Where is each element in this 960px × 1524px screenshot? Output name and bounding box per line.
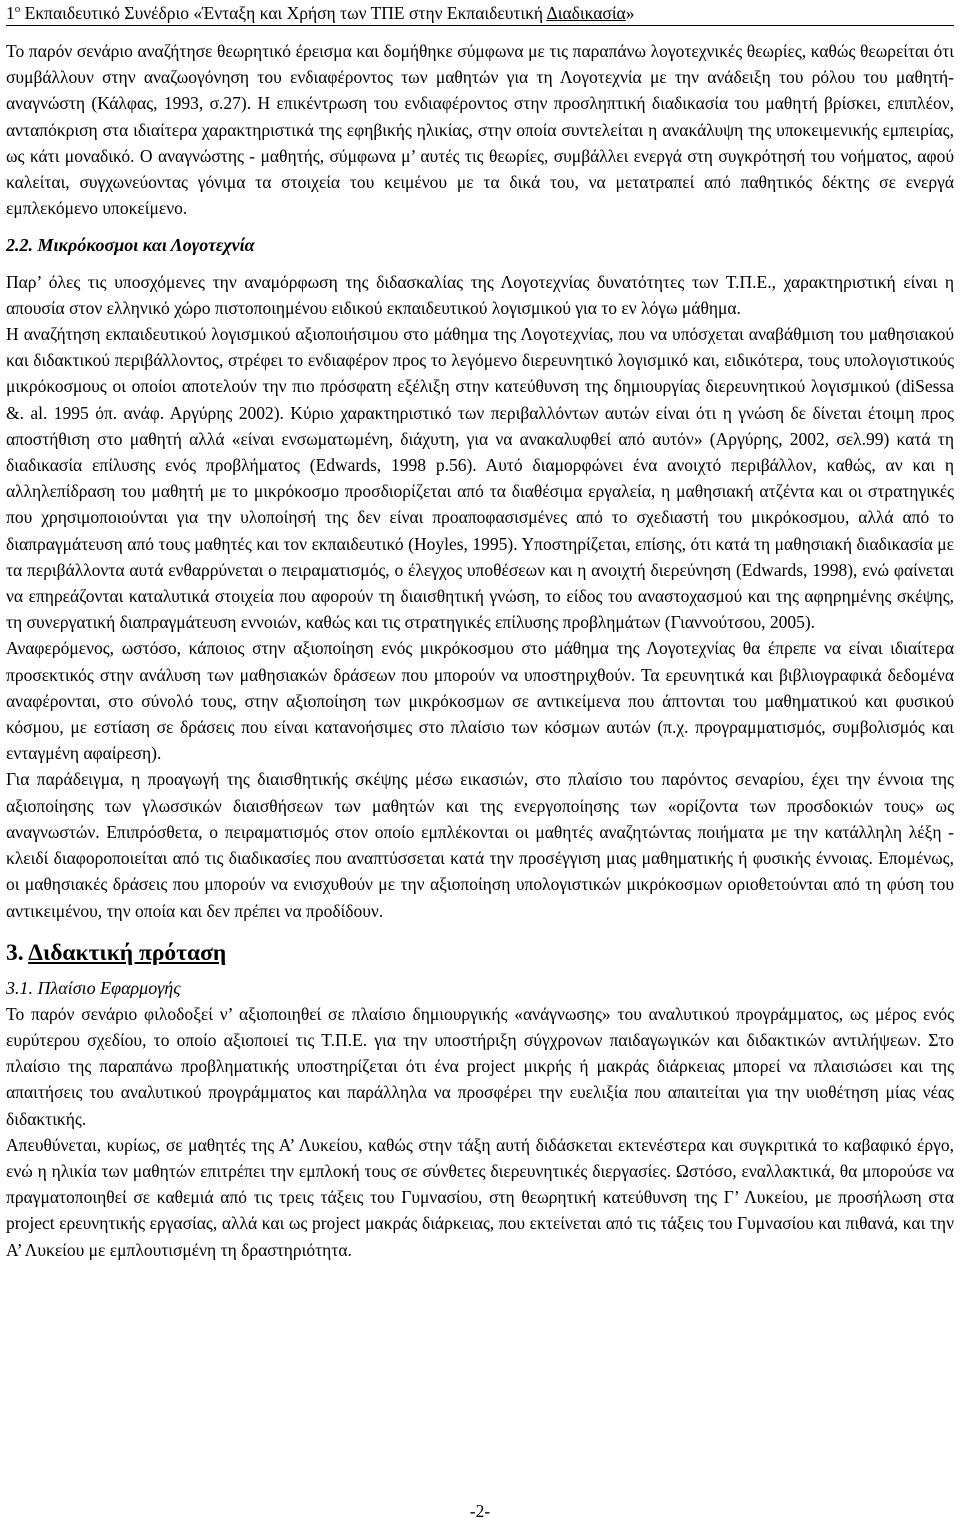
section-3-title: Διδακτική πρόταση	[28, 939, 227, 966]
section-heading-2-2: 2.2. Μικρόκοσμοι και Λογοτεχνία	[6, 235, 255, 256]
subsection-heading-3-1: 3.1. Πλαίσιο Εφαρμογής	[6, 977, 181, 998]
header-edition-superscript: ο	[14, 3, 21, 15]
header-conference-title-end: »	[625, 3, 635, 23]
header-edition-number: 1	[6, 3, 15, 23]
paragraph-target-audience: Απευθύνεται, κυρίως, σε μαθητές της Α’ Λυκείου, καθώς στην τάξη αυτή διδάσκεται εκτενέστερα και συγκριτικά το καβαφικό έργο, ενώ η ηλικία των μαθητών επιτρέπει την εμπλοκή τους σε σύνθετες διερευνητικές διεργασίες. Ωστόσο, εναλλακτικά, θα μπορούσε να πραγματοποιηθεί σε καθεμιά από τις τρεις τάξεις του Γυμνασίου, στη θεωρητική κατεύθυνση της Γ’ Λυκείου, με προσήλωση στα project ερευνητικής εργασίας, αλλά και ως project μακράς διάρκειας, που εκτείνεται από τις τάξεις του Γυμνασίου και πιθανά, και την Α’ Λυκείου με εμπλουτισμένη τη δραστηριότητα.	[6, 1134, 954, 1260]
paragraph-absence-of-software: Παρ’ όλες τις υποσχόμενες την αναμόρφωση της διδασκαλίας της Λογοτεχνίας δυνατότητες των Τ.Π.Ε., χαρακτηριστική είναι η απουσία στον ελληνικό χώρο πιστοποιημένου ειδικού εκπαιδευτικού λογισμικού για το εν λόγω μάθημα.	[6, 271, 954, 318]
header-conference-title: Εκπαιδευτικό Συνέδριο «Ένταξη και Χρήση των ΤΠΕ στην Εκπαιδευτική	[24, 3, 547, 23]
paragraph-careful-analysis: Αναφερόμενος, ωστόσο, κάποιος στην αξιοποίηση ενός μικρόκοσμου στο μάθημα της Λογοτεχνίας θα έπρεπε να είναι ιδιαίτερα προσεκτικός στην ανάλυση των μαθησιακών δράσεων που μπορούν να υποστηριχθούν. Τα ερευνητικά και βιβλιογραφικά δεδομένα αναφέρονται, στο σύνολό τους, στην αξιοποίηση των μικρόκοσμων σε αντικείμενα που άπτονται του μαθηματικού και φυσικού κόσμου, με εστίαση σε δράσεις που είναι κατανοήσιμες στο πλαίσιο των κόσμων αυτών (π.χ. προγραμματισμός, συμβολισμός και ενταγμένη αφαίρεση).	[6, 638, 954, 764]
paragraph-application-context: Το παρόν σενάριο φιλοδοξεί ν’ αξιοποιηθεί σε πλαίσιο δημιουργικής «ανάγνωσης» του αναλυτικού προγράμματος, ως μέρος ενός ευρύτερου σχεδίου, το οποίο αξιοποιεί τις Τ.Π.Ε. για την υποστήριξη σύγχρονων παιδαγωγικών και διδακτικών αντιλήψεων. Στο πλαίσιο της παραπάνω προβληματικής υποστηρίζεται ότι ένα project μικρής ή μακράς διάρκειας μπορεί να πλαισιώσει και της απαιτήσεις του αναλυτικού προγράμματος και παράλληλα να προσφέρει την ευελιξία που απαιτείται για την υιοθέτηση μίας νέας διδακτικής.	[6, 1003, 954, 1129]
section-heading-3	[6, 938, 954, 968]
header-conference-title-underlined: Διαδικασία	[546, 3, 626, 23]
section-3-number: 3.	[6, 939, 29, 966]
paragraph-example: Για παράδειγμα, η προαγωγή της διαισθητικής σκέψης μέσω εικασιών, στο πλαίσιο του παρόντος σεναρίου, έχει την έννοια της αξιοποίησης των γλωσσικών διαισθήσεων των μαθητών και της ενεργοποίησης των «ορίζοντα των προσδοκιών τους» ως αναγνωστών. Επιπρόσθετα, ο πειραματισμός στον οποίο εμπλέκονται οι μαθητές αναζητώντας ποιήματα με την κατάλληλη λέξη - κλειδί διαφοροποιείται από τις διαδικασίες που αναπτύσσεται κατά την προσέγγιση μιας μαθηματικής ή φυσικής έννοιας. Επομένως, οι μαθησιακές δράσεις που μπορούν να ενισχυθούν με την αξιοποίηση υπολογιστικών μικρόκοσμων οριοθετούνται από τη φύση του αντικειμένου, την οποία και δεν πρέπει να προδίδουν.	[6, 769, 954, 921]
paragraph-microworlds-search: Η αναζήτηση εκπαιδευτικού λογισμικού αξιοποιήσιμου στο μάθημα της Λογοτεχνίας, που να υπόσχεται αναβάθμιση του μαθησιακού και διδακτικού περιβάλλοντος, στρέφει το ενδιαφέρον προς το λεγόμενο διερευνητικό λογισμικό και, ειδικότερα, τους υπολογιστικούς μικρόκοσμους οι οποίοι αποτελούν την πιο πρόσφατη εξέλιξη στην κατεύθυνση της δημιουργίας διερευνητικού λογισμικού (diSessa &. al. 1995 όπ. ανάφ. Αργύρης 2002). Κύριο χαρακτηριστικό των περιβαλλόντων αυτών είναι ότι η γνώση δε δίνεται έτοιμη προς αποστήθιση στο μαθητή αλλά «είναι ενσωματωμένη, διάχυτη, για να ανακαλυφθεί από αυτόν» (Αργύρης, 2002, σελ.99) κατά τη διαδικασία επίλυσης ενός προβλήματος (Edwards, 1998 p.56). Αυτό διαμορφώνει ένα ανοιχτό περιβάλλον, καθώς, αν και η αλληλεπίδραση του μαθητή με το μικρόκοσμο προσδιορίζεται από τα διαθέσιμα εργαλεία, η μαθησιακή ατζέντα και οι στρατηγικές που χρησιμοποιούνται για την υλοποίησή της δεν είναι προαποφασισμένες από το σχεδιαστή του μικρόκοσμου, αλλά από το διαπραγμάτευση από τους μαθητές και τον εκπαιδευτικό (Hoyles, 1995). Υποστηρίζεται, επίσης, ότι κατά τη μαθησιακή διαδικασία με τα περιβάλλοντα αυτά ενθαρρύνεται ο πειραματισμός, ο έλεγχος υποθέσεων και η ανοιχτή διερεύνηση (Edwards, 1998), ενώ φαίνεται να επηρεάζονται καταλυτικά στοιχεία που αφορούν τη διαισθητική γνώση, το είδος του αναστοχασμού και της αφηρημένης σκέψης, τη συνεργατική διαπραγμάτευση εννοιών, καθώς και τις στρατηγικές επίλυσης προβλημάτων (Γιαννούτσου, 2005).	[6, 324, 954, 633]
page-number: -2-	[469, 1501, 491, 1521]
header-divider	[6, 25, 954, 26]
running-header	[6, 2, 954, 24]
paragraph-theory-summary: Το παρόν σενάριο αναζήτησε θεωρητικό έρεισμα και δομήθηκε σύμφωνα με τις παραπάνω λογοτεχνικές θεωρίες, καθώς θεωρείται ότι συμβάλλουν στην αναζωογόνηση του ενδιαφέροντος των μαθητών για τη Λογοτεχνία με την ανάδειξη του ρόλου του μαθητή-αναγνώστη (Κάλφας, 1993, σ.27). Η επικέντρωση του ενδιαφέροντος στην προσληπτική διαδικασία του μαθητή βρίσκει, επιπλέον, ανταπόκριση στα ιδιαίτερα χαρακτηριστικά της εφηβικής ηλικίας, στην οποία συντελείται η ανακάλυψη της υποκειμενικής εμπειρίας, ως κάτι μοναδικό. Ο αναγνώστης - μαθητής, σύμφωνα μ’ αυτές τις θεωρίες, συμβάλλει ενεργά στη συγκρότησή του νοήματος, αφού καλείται, συγχωνεύοντας γόνιμα τα στοιχεία του κειμένου με τα δικά του, να μετατραπεί από παθητικός δέκτης σε ενεργά εμπλεκόμενο υποκείμενο.	[6, 41, 954, 219]
document-body	[6, 38, 954, 1263]
